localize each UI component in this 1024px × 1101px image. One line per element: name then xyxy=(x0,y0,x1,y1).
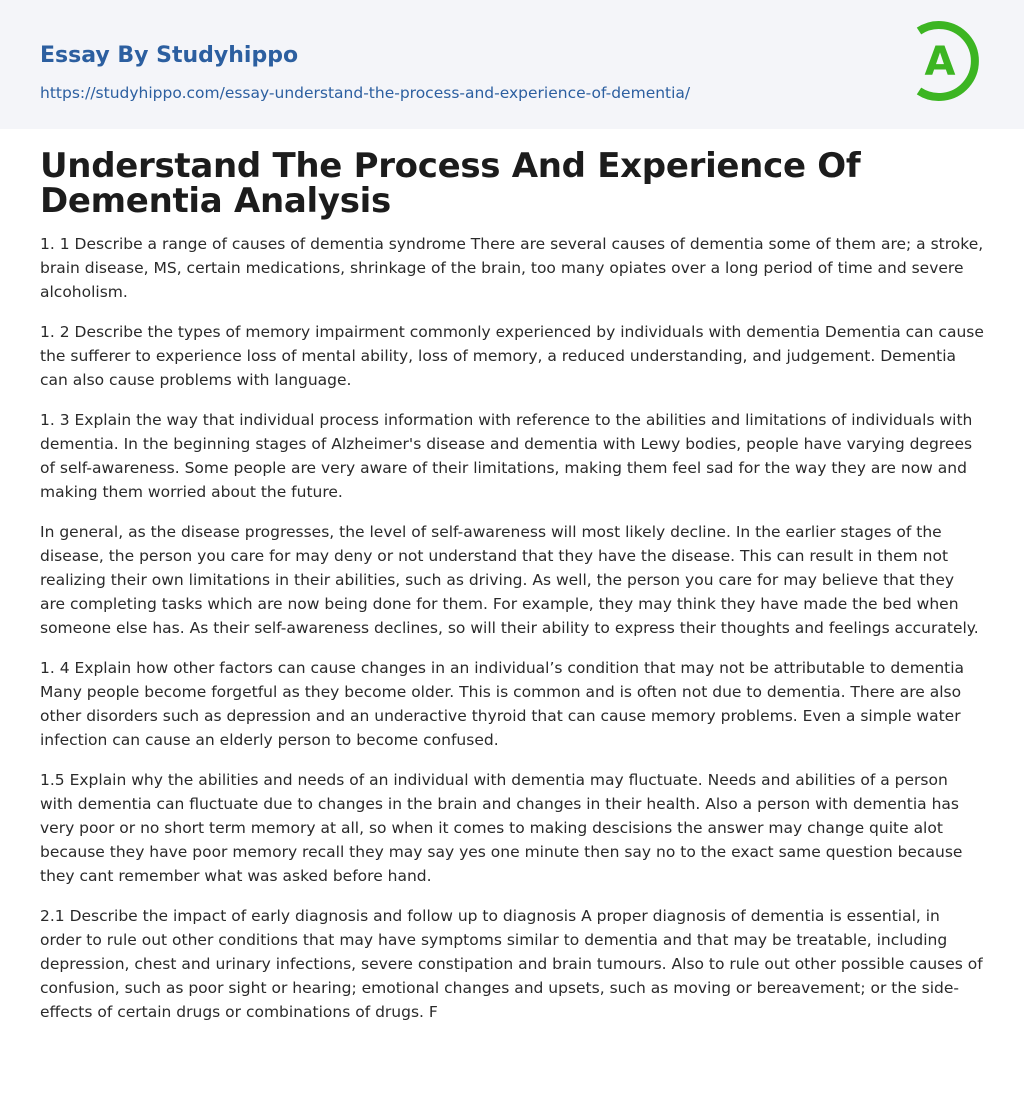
essay-paragraph: In general, as the disease progresses, the level of self-awareness will most likely decline. In the earlier stages of the disease, the person you care for may deny or not understand that they have the disease. This can result in them not realizing their own limitations in their abilities, such as driving. As well, the person you care for may believe that they are completing tasks which are now being done for them. For example, they may think they have made the bed when someone else has. As their self-awareness declines, so will their ability to express their thoughts and feelings accurately. xyxy=(40,523,979,637)
essay-paragraph: 1. 4 Explain how other factors can cause changes in an individual’s condition that may not be attributable to dementia Many people become forgetful as they become older. This is common and is often not due to dementia. There are also other disorders such as depression and an underactive thyroid that can cause memory problems. Even a simple water infection can cause an elderly person to become confused. xyxy=(40,659,965,749)
studyhippo-logo-icon[interactable] xyxy=(909,15,989,107)
essay-content xyxy=(0,129,1024,1024)
essay-paragraph: 1.5 Explain why the abilities and needs of an individual with dementia may fluctuate. Needs and abilities of a person with dementia can fluctuate due to changes in the brain and changes in their health. Also a person with dementia has very poor or no short term memory at all, so when it comes to making descisions the answer may change quite alot because they have poor memory recall they may say yes one minute then say no to the exact same question because they cant remember what was asked before hand. xyxy=(40,771,963,885)
essay-title: Understand The Process And Experience Of Dementia Analysis xyxy=(40,146,861,221)
site-brand[interactable]: Essay By Studyhippo xyxy=(40,43,299,68)
essay-body xyxy=(40,232,984,1024)
essay-paragraph: 1. 1 Describe a range of causes of dementia syndrome There are several causes of dementia some of them are; a stroke, brain disease, MS, certain medications, shrinkage of the brain, too many opiates over a long period of time and severe alcoholism. xyxy=(40,235,984,301)
essay-paragraph: 1. 3 Explain the way that individual process information with reference to the abilities and limitations of individuals with dementia. In the beginning stages of Alzheimer's disease and dementia with Lewy bodies, people have varying degrees of self-awareness. Some people are very aware of their limitations, making them feel sad for the way they are now and making them worried about the future. xyxy=(40,411,973,501)
essay-paragraph: 1. 2 Describe the types of memory impairment commonly experienced by individuals with dementia Dementia can cause the sufferer to experience loss of mental ability, loss of memory, a reduced understanding, and judgement. Dementia can also cause problems with language. xyxy=(40,323,984,389)
logo-letter: A xyxy=(924,39,956,85)
essay-paragraph: 2.1 Describe the impact of early diagnosis and follow up to diagnosis A proper diagnosis of dementia is essential, in order to rule out other conditions that may have symptoms similar to dementia and that may be treatable, including depression, chest and urinary infections, severe constipation and brain tumours. Also to rule out other possible causes of confusion, such as poor sight or hearing; emotional changes and upsets, such as moving or bereavement; or the side-effects of certain drugs or combinations of drugs. F xyxy=(40,907,983,1021)
site-header xyxy=(0,0,1024,129)
essay-url-link[interactable]: https://studyhippo.com/essay-understand-the-process-and-experience-of-dementia/ xyxy=(40,84,691,102)
